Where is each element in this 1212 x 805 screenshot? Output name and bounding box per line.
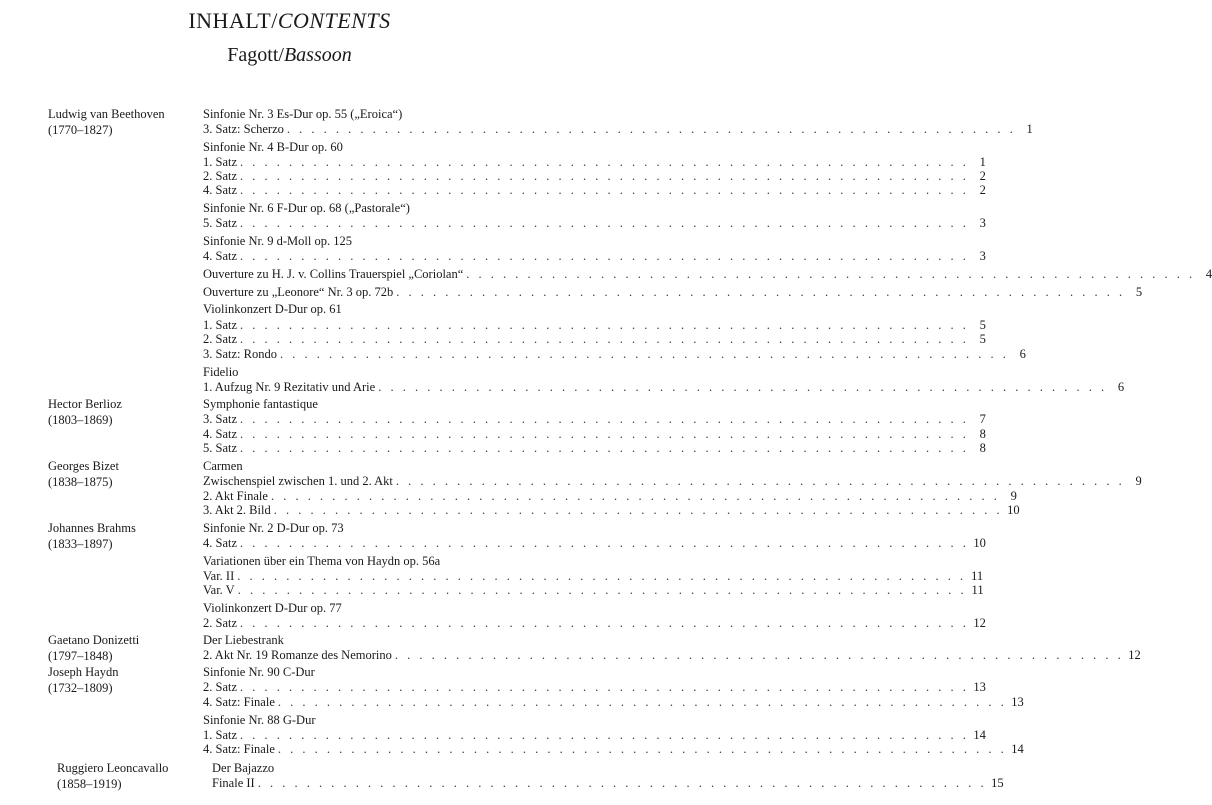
- composer-leoncavallo: [57, 760, 168, 792]
- composer-brahms: [48, 520, 136, 552]
- dot-leader: . . . . . . . . . . . . . . . . . . . . . . . . . . . . . . . . . . . . . . . . . . . . . . . . . . . . . . . . . . . .: [378, 380, 1108, 394]
- toc-entry: [203, 331, 986, 347]
- dot-leader: . . . . . . . . . . . . . . . . . . . . . . . . . . . . . . . . . . . . . . . . . . . . . . . . . . . . . . . . . . . .: [240, 332, 969, 346]
- page-number: 1: [979, 155, 986, 169]
- dot-leader: . . . . . . . . . . . . . . . . . . . . . . . . . . . . . . . . . . . . . . . . . . . . . . . . . . . . . . . . . . . .: [257, 776, 987, 790]
- dot-leader: . . . . . . . . . . . . . . . . . . . . . . . . . . . . . . . . . . . . . . . . . . . . . . . . . . . . . . . . . . . .: [279, 347, 1009, 361]
- dot-leader: . . . . . . . . . . . . . . . . . . . . . . . . . . . . . . . . . . . . . . . . . . . . . . . . . . . . . . . . . . . .: [240, 427, 969, 441]
- entry-title: 4. Satz: [203, 249, 238, 263]
- page-number: 5: [1135, 285, 1143, 299]
- dot-leader: . . . . . . . . . . . . . . . . . . . . . . . . . . . . . . . . . . . . . . . . . . . . . . . . . . . . . . . . . . . .: [240, 441, 969, 455]
- dot-leader: . . . . . . . . . . . . . . . . . . . . . . . . . . . . . . . . . . . . . . . . . . . . . . . . . . . . . . . . . . . .: [270, 489, 1000, 503]
- page-number: 9: [1135, 474, 1142, 488]
- entry-title: 2. Akt Nr. 19 Romanze des Nemorino: [203, 648, 392, 662]
- page-number: 11: [971, 583, 984, 597]
- composer-name: Joseph Haydn: [48, 665, 119, 679]
- entry-title: 3. Akt 2. Bild: [203, 503, 271, 517]
- composer-haydn: [48, 664, 118, 696]
- work-title: Sinfonie Nr. 9 d-Moll op. 125: [203, 234, 352, 248]
- dot-leader: . . . . . . . . . . . . . . . . . . . . . . . . . . . . . . . . . . . . . . . . . . . . . . . . . . . . . . . . . . . .: [240, 318, 969, 332]
- composer-name: Gaetano Donizetti: [48, 633, 140, 647]
- page-number: 12: [1128, 648, 1141, 662]
- entry-title: 4. Satz: [203, 427, 238, 441]
- entry-title: Zwischenspiel zwischen 1. und 2. Akt: [203, 474, 393, 488]
- composer-name: Ruggiero Leoncavallo: [57, 761, 169, 775]
- work-title: Sinfonie Nr. 3 Es-Dur op. 55 („Eroica“): [203, 107, 403, 121]
- page-number: 2: [979, 183, 986, 197]
- composer-name: Johannes Brahms: [48, 521, 136, 535]
- work-title: Variationen über ein Thema von Haydn op. 56a: [203, 554, 441, 568]
- page-number: 3: [979, 249, 986, 263]
- page-number: 4: [1205, 267, 1212, 281]
- composer-dates: (1858–1919): [57, 777, 122, 791]
- composer-dates: (1833–1897): [48, 537, 113, 551]
- entry-title: 5. Satz: [203, 216, 238, 230]
- composer-name: Georges Bizet: [48, 459, 119, 473]
- dot-leader: . . . . . . . . . . . . . . . . . . . . . . . . . . . . . . . . . . . . . . . . . . . . . . . . . . . . . . . . . . . .: [240, 412, 969, 426]
- toc-entry: [203, 182, 986, 198]
- entry-title: 2. Akt Finale: [203, 489, 268, 503]
- entry-title: Var. V: [203, 583, 235, 597]
- entry-title: Finale II: [212, 776, 255, 790]
- dot-leader: . . . . . . . . . . . . . . . . . . . . . . . . . . . . . . . . . . . . . . . . . . . . . . . . . . . . . . . . . . . .: [395, 474, 1125, 488]
- page-subtitle: Fagott/Bassoon: [227, 44, 352, 66]
- entry-title: 4. Satz: [203, 536, 238, 550]
- composer-dates: (1732–1809): [48, 681, 113, 695]
- toc-entry: [203, 440, 986, 456]
- page-number: 5: [979, 318, 986, 332]
- dot-leader: . . . . . . . . . . . . . . . . . . . . . . . . . . . . . . . . . . . . . . . . . . . . . . . . . . . . . . . . . . . .: [240, 169, 969, 183]
- entry-title: Var. II: [203, 569, 235, 583]
- composer-dates: (1797–1848): [48, 649, 113, 663]
- entry-title: 1. Satz: [203, 318, 238, 332]
- toc-entry: [203, 741, 1024, 757]
- toc-entry: [203, 379, 1125, 395]
- page-number: 9: [1010, 489, 1017, 503]
- dot-leader: . . . . . . . . . . . . . . . . . . . . . . . . . . . . . . . . . . . . . . . . . . . . . . . . . . . . . . . . . . . .: [240, 249, 969, 263]
- composer-name: Ludwig van Beethoven: [48, 107, 165, 121]
- dot-leader: . . . . . . . . . . . . . . . . . . . . . . . . . . . . . . . . . . . . . . . . . . . . . . . . . . . . . . . . . . . .: [396, 285, 1126, 299]
- work-title: Fidelio: [203, 365, 239, 379]
- composer-name: Hector Berlioz: [48, 397, 122, 411]
- toc-entry: [203, 535, 986, 551]
- work-title: Sinfonie Nr. 88 G-Dur: [203, 713, 316, 727]
- page-number: 6: [1117, 380, 1125, 394]
- page-number: 14: [1011, 742, 1024, 756]
- toc-entry: [203, 215, 986, 231]
- dot-leader: . . . . . . . . . . . . . . . . . . . . . . . . . . . . . . . . . . . . . . . . . . . . . . . . . . . . . . . . . . . .: [277, 742, 1007, 756]
- dot-leader: . . . . . . . . . . . . . . . . . . . . . . . . . . . . . . . . . . . . . . . . . . . . . . . . . . . . . . . . . . . .: [240, 616, 969, 630]
- page-number: 10: [973, 536, 986, 550]
- entry-title: 2. Satz: [203, 680, 238, 694]
- work-title: Violinkonzert D-Dur op. 61: [203, 302, 342, 316]
- toc-entry: [203, 346, 1026, 362]
- page-number: 14: [973, 728, 986, 742]
- entry-title: 1. Satz: [203, 728, 238, 742]
- dot-leader: . . . . . . . . . . . . . . . . . . . . . . . . . . . . . . . . . . . . . . . . . . . . . . . . . . . . . . . . . . . .: [240, 216, 969, 230]
- dot-leader: . . . . . . . . . . . . . . . . . . . . . . . . . . . . . . . . . . . . . . . . . . . . . . . . . . . . . . . . . . . .: [240, 680, 969, 694]
- page-number: 15: [991, 776, 1004, 790]
- dot-leader: . . . . . . . . . . . . . . . . . . . . . . . . . . . . . . . . . . . . . . . . . . . . . . . . . . . . . . . . . . . .: [394, 648, 1124, 662]
- page-number: 13: [973, 680, 986, 694]
- composer-dates: (1803–1869): [48, 413, 113, 427]
- dot-leader: . . . . . . . . . . . . . . . . . . . . . . . . . . . . . . . . . . . . . . . . . . . . . . . . . . . . . . . . . . . .: [240, 183, 969, 197]
- entry-title: 4. Satz: [203, 183, 238, 197]
- entry-title: Ouverture zu „Leonore“ Nr. 3 op. 72b: [203, 285, 394, 299]
- dot-leader: . . . . . . . . . . . . . . . . . . . . . . . . . . . . . . . . . . . . . . . . . . . . . . . . . . . . . . . . . . . .: [237, 569, 967, 583]
- page-title: INHALT/CONTENTS: [188, 8, 391, 33]
- toc-entry: [203, 647, 1141, 663]
- composer-bizet: [48, 458, 119, 490]
- page-number: 5: [979, 332, 986, 346]
- work-title: Symphonie fantastique: [203, 397, 318, 411]
- toc-entry: [203, 473, 1142, 489]
- composer-donizetti: [48, 632, 139, 664]
- entry-title: 1. Satz: [203, 155, 238, 169]
- page-number: 1: [1026, 122, 1033, 136]
- work-title: Sinfonie Nr. 4 B-Dur op. 60: [203, 140, 343, 154]
- work-title: Violinkonzert D-Dur op. 77: [203, 601, 342, 615]
- dot-leader: . . . . . . . . . . . . . . . . . . . . . . . . . . . . . . . . . . . . . . . . . . . . . . . . . . . . . . . . . . . .: [466, 267, 1196, 281]
- composer-dates: (1838–1875): [48, 475, 113, 489]
- toc-entry: [212, 775, 1004, 791]
- work-title: Carmen: [203, 459, 243, 473]
- entry-title: 2. Satz: [203, 169, 238, 183]
- page-number: 13: [1011, 695, 1024, 709]
- toc-entry: [203, 582, 984, 598]
- toc-entry: [203, 694, 1024, 710]
- dot-leader: . . . . . . . . . . . . . . . . . . . . . . . . . . . . . . . . . . . . . . . . . . . . . . . . . . . . . . . . . . . .: [286, 122, 1016, 136]
- work-title: Der Bajazzo: [212, 761, 275, 775]
- work-title: Der Liebestrank: [203, 633, 284, 647]
- entry-title: 3. Satz: [203, 412, 238, 426]
- entry-title: Ouverture zu H. J. v. Collins Trauerspiel „Coriolan“: [203, 267, 464, 281]
- toc-entry: [203, 248, 986, 264]
- entry-title: 2. Satz: [203, 332, 238, 346]
- work-title: Sinfonie Nr. 6 F-Dur op. 68 („Pastorale“): [203, 201, 410, 215]
- page-number: 7: [979, 412, 986, 426]
- page-number: 12: [973, 616, 986, 630]
- work-title: Sinfonie Nr. 90 C-Dur: [203, 665, 315, 679]
- page-number: 8: [979, 427, 986, 441]
- dot-leader: . . . . . . . . . . . . . . . . . . . . . . . . . . . . . . . . . . . . . . . . . . . . . . . . . . . . . . . . . . . .: [273, 503, 1003, 517]
- toc-entry: [203, 502, 1020, 518]
- entry-title: 5. Satz: [203, 441, 238, 455]
- composer-berlioz: [48, 396, 122, 428]
- page-number: 6: [1019, 347, 1026, 361]
- page-number: 11: [971, 569, 984, 583]
- dot-leader: . . . . . . . . . . . . . . . . . . . . . . . . . . . . . . . . . . . . . . . . . . . . . . . . . . . . . . . . . . . .: [240, 728, 969, 742]
- toc-entry: [203, 121, 1033, 137]
- dot-leader: . . . . . . . . . . . . . . . . . . . . . . . . . . . . . . . . . . . . . . . . . . . . . . . . . . . . . . . . . . . .: [237, 583, 967, 597]
- entry-title: 4. Satz: Finale: [203, 742, 275, 756]
- dot-leader: . . . . . . . . . . . . . . . . . . . . . . . . . . . . . . . . . . . . . . . . . . . . . . . . . . . . . . . . . . . .: [277, 695, 1007, 709]
- entry-title: 3. Satz: Scherzo: [203, 122, 284, 136]
- entry-title: 2. Satz: [203, 616, 238, 630]
- composer-beethoven: [48, 106, 165, 138]
- entry-title: 3. Satz: Rondo: [203, 347, 277, 361]
- toc-entry: [203, 411, 986, 427]
- work-title: Sinfonie Nr. 2 D-Dur op. 73: [203, 521, 344, 535]
- dot-leader: . . . . . . . . . . . . . . . . . . . . . . . . . . . . . . . . . . . . . . . . . . . . . . . . . . . . . . . . . . . .: [240, 155, 969, 169]
- entry-title: 4. Satz: Finale: [203, 695, 275, 709]
- toc-entry: [203, 284, 1143, 300]
- composer-dates: (1770–1827): [48, 123, 113, 137]
- dot-leader: . . . . . . . . . . . . . . . . . . . . . . . . . . . . . . . . . . . . . . . . . . . . . . . . . . . . . . . . . . . .: [240, 536, 969, 550]
- page-number: 3: [979, 216, 986, 230]
- toc-entry: [203, 615, 986, 631]
- toc-entry: [203, 266, 1212, 282]
- entry-title: 1. Aufzug Nr. 9 Rezitativ und Arie: [203, 380, 376, 394]
- page-number: 8: [979, 441, 986, 455]
- page-number: 10: [1007, 503, 1020, 517]
- toc-entry: [203, 679, 986, 695]
- page-number: 2: [979, 169, 986, 183]
